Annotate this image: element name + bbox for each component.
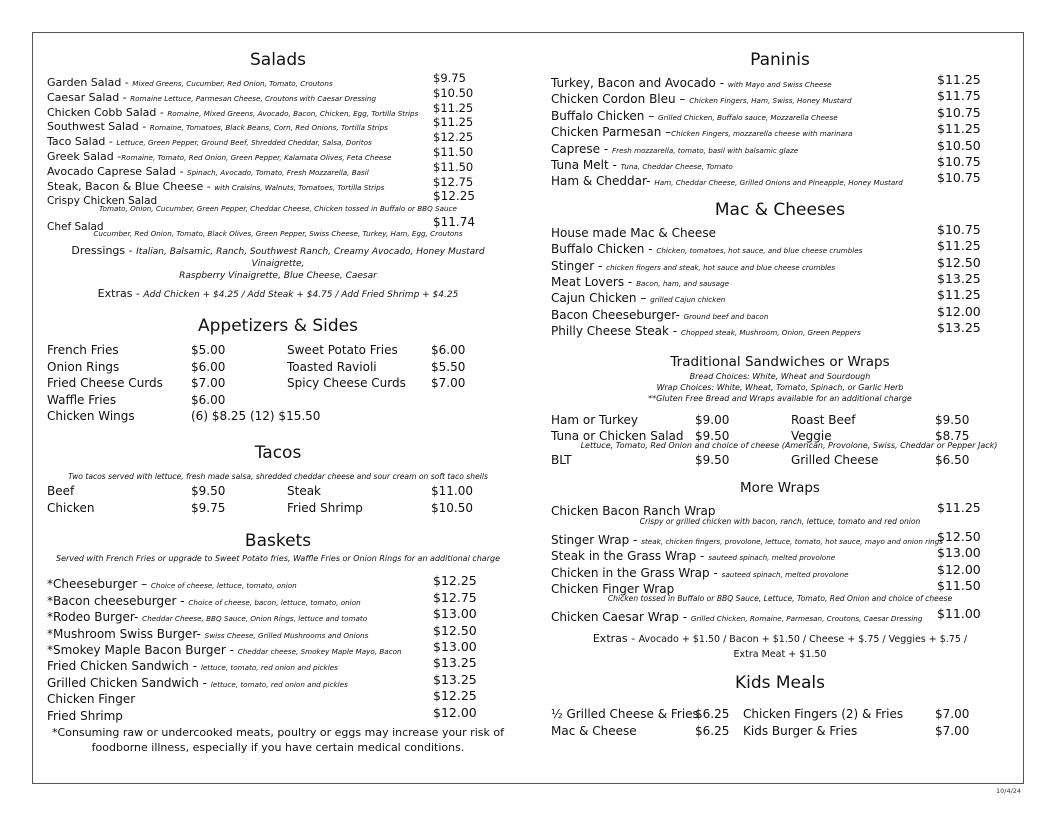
item-name: Steak [287,484,322,499]
item-name: Chicken Finger Wrap [551,582,675,597]
item-description: with Mayo and Swiss Cheese [727,80,832,89]
item-name: *Mushroom Swiss Burger- [47,626,205,641]
item-name: Spicy Cheese Curds [287,376,406,391]
item-name: Chicken Caesar Wrap - [551,610,691,625]
item-name: Stinger - [551,258,607,273]
item-description: Chopped steak, Mushroom, Onion, Green Peppers [680,328,861,338]
item-price: $6.00 [191,392,226,407]
warning-line: foodborne illness, especially if you have certain medical conditions. [91,740,465,754]
item-name: Grilled Cheese [791,453,879,468]
item-price: $11.50 [433,144,474,159]
item-name: Meat Lovers - [551,274,637,289]
item-name: Chicken Cobb Salad - [47,105,168,119]
item-price: $6.00 [431,343,466,358]
item-name: French Fries [47,343,119,358]
item-price: $9.50 [191,484,226,499]
item-name: *Cheeseburger – [47,577,151,592]
item-name: *Bacon cheeseburger - [47,593,189,608]
item-price: $12.00 [937,561,981,577]
item-name: Steak in the Grass Wrap - [551,549,709,564]
item-price: $13.25 [937,320,981,336]
item-description: sauteed spinach, melted provolone [721,569,849,579]
item-name: House made Mac & Cheese [551,225,716,240]
item-price: $11.00 [431,484,473,499]
menu-item [551,105,1009,121]
menu-item [47,174,509,193]
item-description: Grilled Chicken, Buffalo sauce, Mozzarella Cheese [658,112,838,122]
item-price: $8.75 [935,429,970,444]
item-name: Southwest Salad - [47,120,150,134]
item-name: Chicken Cordon Bleu – [551,92,690,107]
item-description: Cheddar Cheese, BBQ Sauce, Onion Rings, lettuce and tomato [142,614,368,624]
menu-item [551,222,1009,238]
bread-choices: Bread Choices: White, Wheat and Sourdough [689,372,871,382]
item-name: Kids Burger & Fries [743,723,858,738]
item-description: Tuna, Cheddar Cheese, Tomato [620,161,733,171]
item-price: $7.00 [431,376,466,391]
item-price: $12.25 [433,130,474,145]
item-description: Choice of cheese, bacon, lettuce, tomato, onion [188,597,361,607]
menu-item [47,71,509,89]
item-description: sauteed spinach, melted provolone [708,553,836,563]
item-name: Fried Shrimp [47,708,123,723]
item-description: Fresh mozzarella, tomato, basil with balsamic glaze [612,145,799,155]
item-name: Veggie [791,429,832,444]
baskets-title: Baskets [244,531,312,552]
item-description: Ground beef and bacon [683,311,769,321]
item-description: Chicken Fingers, mozzarella cheese with marinara [671,129,853,139]
item-name: Chicken Wings [47,409,135,424]
menu-item [551,500,1009,519]
menu-item [47,639,509,655]
menu-item [47,705,509,721]
extras-text: Add Chicken + $4.25 / Add Steak + $4.75 / Add Fried Shrimp + $4.25 [143,290,459,301]
item-price: $10.75 [937,170,981,186]
menu-item [551,154,1009,170]
item-price: $10.75 [937,104,981,120]
item-price: $11.25 [937,72,981,87]
item-price: $12.75 [433,174,474,189]
extras-label: Extras - [97,287,144,301]
item-description: Tomato, Onion, Cucumber, Green Pepper, Cheddar Cheese, Chicken tossed in Buffalo or BBQ Sauce [99,204,457,214]
item-price: $6.25 [695,723,730,738]
wrap-choices: Wrap Choices: White, Wheat, Tomato, Spinach, or Garlic Herb [656,383,904,393]
dressings-text: Italian, Balsamic, Ranch, Southwest Ranch, Creamy Avocado, Honey Mustard Vinaigrette, [136,247,485,270]
extras-label: Extras - [592,631,639,645]
paninis-list [551,72,1009,187]
baskets-note: Served with French Fries or upgrade to Sweet Potato fries, Waffle Fries or Onion Rings for an additional charge [55,554,500,564]
wraps-extras [551,631,1009,662]
item-description: Romaine, Tomato, Red Onion, Green Pepper, Kalamata Olives, Feta Cheese [121,152,392,162]
mac-title: Mac & Cheeses [714,199,846,220]
item-price: (6) $8.25 (12) $15.50 [191,409,321,424]
item-price: $10.75 [937,221,981,237]
item-price: $13.25 [433,655,477,671]
left-column [47,41,509,755]
item-price: $5.50 [431,359,466,374]
menu-item [551,320,1009,339]
item-price: $9.00 [695,413,730,428]
item-price: $11.50 [937,578,981,594]
item-price: $11.25 [937,500,981,516]
menu-item [551,121,1009,140]
menu-item [47,100,509,119]
item-price: $5.00 [191,343,226,358]
item-name: Chicken Fingers (2) & Fries [743,706,904,721]
item-name: Buffalo Chicken – [551,108,659,123]
kids-title: Kids Meals [734,672,826,693]
item-name: Chef Salad [47,221,104,234]
item-description: Spinach, Avocado, Tomato, Fresh Mozzarella, Basil [187,167,369,177]
item-name: ½ Grilled Cheese & Fries [551,706,699,721]
item-name: Bacon Cheeseburger- [551,307,684,322]
item-name: Cajun Chicken – [551,291,651,306]
item-name: Chicken [47,500,95,515]
item-price: $10.50 [937,137,981,153]
item-name: Tuna or Chicken Salad [551,429,684,444]
tacos-note: Two tacos served with lettuce, fresh made salsa, shredded cheddar cheese and sour cream on soft taco shells [68,472,488,482]
tacos-list [47,484,509,518]
item-price: $12.25 [433,688,477,704]
item-price: $11.25 [433,100,474,115]
menu-item [551,545,1009,564]
item-name: Mac & Cheese [551,723,637,738]
item-price: $11.25 [937,238,981,254]
menu-item [47,159,509,178]
item-price: $6.00 [191,359,226,374]
item-description: Romaine Lettuce, Parmesan Cheese, Croutons with Caesar Dressing [130,93,377,103]
item-name: *Rodeo Burger- [47,610,143,625]
menu-item [551,170,1009,189]
item-description: steak, chicken fingers, provolone, lettuce, tomato, hot sauce, mayo and onion rings [641,536,943,546]
item-description: chicken fingers and steak, hot sauce and blue cheese crumbles [606,262,836,272]
wraps-list [551,500,1009,625]
item-description: lettuce, tomato, red onion and pickles [200,663,338,673]
item-name: Roast Beef [791,413,856,428]
item-name: Buffalo Chicken - [551,242,657,257]
right-column [551,41,1009,741]
item-price: $7.00 [935,706,970,721]
item-description: Chicken Fingers, Ham, Swiss, Honey Mustard [689,96,852,106]
menu-item [47,189,509,208]
menu-item [551,255,1009,271]
item-name: Tuna Melt - [551,157,621,172]
appetizers-title: Appetizers & Sides [198,316,358,337]
mac-list [551,222,1009,337]
extras-text-2: Extra Meat + $1.50 [733,648,827,660]
menu-item [551,529,1009,545]
item-description: Chicken tossed in Buffalo or BBQ Sauce, Lettuce, Tomato, Red Onion and choice of cheese [607,594,953,604]
item-price: $9.75 [433,71,466,85]
item-description: Cheddar cheese, Smokey Maple Mayo, Bacon [237,646,402,656]
menu-item [47,573,509,592]
extras-text: Avocado + $1.50 / Bacon + $1.50 / Cheese + $.75 / Veggies + $.75 / [638,633,968,645]
sandwiches-title: Traditional Sandwiches or Wraps [670,354,890,371]
menu-page [32,32,1024,784]
item-name: Fried Chicken Sandwich - [47,659,201,674]
item-name: Waffle Fries [47,392,117,407]
item-name: BLT [551,453,572,468]
sandwiches-list [551,413,1009,445]
baskets-list [47,573,509,721]
item-description: Crispy or grilled chicken with bacon, ranch, lettuce, tomato and red onion [639,516,921,526]
revision-date: 10/4/24 [996,787,1022,795]
menu-item [47,130,509,149]
item-price: $6.25 [695,706,730,721]
item-name: Caesar Salad - [47,90,131,104]
item-name: *Smokey Maple Bacon Burger - [47,642,238,657]
item-name: Onion Rings [47,359,120,374]
menu-item [47,623,509,639]
item-name: Toasted Ravioli [287,359,377,374]
item-price: $7.00 [935,723,970,738]
item-name: Greek Salad - [47,149,122,163]
item-price: $12.50 [433,622,477,638]
item-description: Romaine, Tomatoes, Black Beans, Corn, Red Onions, Tortilla Strips [149,123,388,133]
menu-item [551,287,1009,306]
salad-extras [47,288,509,301]
sandwich-toppings: Lettuce, Tomato, Red Onion and choice of cheese (American, Provolone, Swiss, Cheddar or Pepper Jack) [580,441,998,451]
item-name: Chicken Bacon Ranch Wrap [551,504,716,519]
item-name: Avocado Caprese Salad - [47,164,188,178]
appetizers-list [47,343,509,427]
dressings-text-2: Raspberry Vinaigrette, Blue Cheese, Caesar [179,271,377,282]
menu-item [47,85,509,104]
gluten-free-note: **Gluten Free Bread and Wraps available for an additional charge [648,394,912,404]
item-price: $13.00 [937,545,981,561]
menu-item [551,304,1009,320]
item-price: $9.50 [935,413,970,428]
item-name: Fried Shrimp [287,500,363,515]
menu-item [47,655,509,674]
menu-item [47,590,509,606]
menu-item [551,72,1009,88]
menu-item [47,606,509,625]
item-name: Taco Salad - [47,135,117,149]
menu-item [551,138,1009,154]
menu-item [551,606,1009,625]
item-name: Steak, Bacon & Blue Cheese - [47,179,215,193]
item-description: Choice of cheese, lettuce, tomato, onion [150,581,297,591]
item-price: $12.25 [433,189,475,204]
salads-title: Salads [250,50,306,70]
item-price: $11.25 [937,287,981,303]
item-price: $12.25 [433,573,477,589]
food-safety-warning [47,725,509,755]
warning-line: *Consuming raw or undercooked meats, poultry or eggs may increase your risk of [52,725,504,739]
item-price: $10.50 [433,85,474,100]
item-price: $13.25 [433,671,477,687]
item-description: Swiss Cheese, Grilled Mushrooms and Onions [204,630,369,640]
item-price: $10.75 [937,153,981,169]
item-description: grilled Cajun chicken [650,295,726,305]
item-description: Ham, Cheddar Cheese, Grilled Onions and Pineapple, Honey Mustard [654,178,903,188]
item-price: $11.75 [937,88,981,104]
item-price: $12.50 [937,528,981,544]
item-description: Romaine, Mixed Greens, Avocado, Bacon, Chicken, Egg, Tortilla Strips [167,108,419,118]
wraps-title: More Wraps [740,480,820,497]
item-name: Sweet Potato Fries [287,343,398,358]
item-name: Fried Cheese Curds [47,376,163,391]
item-price: $11.25 [433,115,474,130]
item-name: Ham or Turkey [551,413,639,428]
item-description: Bacon, ham, and sausage [636,278,730,288]
item-description: Chicken, tomatoes, hot sauce, and blue cheese crumbles [656,246,863,256]
item-price: $11.25 [937,121,981,137]
item-name: Turkey, Bacon and Avocado - [551,76,728,90]
item-price: $12.75 [433,589,477,605]
item-name: Stinger Wrap - [551,532,642,547]
item-description: Lettuce, Green Pepper, Ground Beef, Shredded Cheddar, Salsa, Doritos [116,138,372,148]
menu-item [47,688,509,707]
item-price: $9.50 [695,429,730,444]
item-price: $11.00 [937,606,981,622]
menu-item [551,238,1009,257]
item-price: $13.00 [433,638,477,654]
menu-item [47,115,509,134]
item-price: $12.00 [937,303,981,319]
item-name: Beef [47,484,75,499]
item-price: $12.50 [937,254,981,270]
dressings-label: Dressings - [71,244,137,258]
item-name: Ham & Cheddar- [551,174,655,189]
menu-item [551,88,1009,107]
item-price: $6.50 [935,453,970,468]
kids-list [551,707,1009,741]
menu-item [47,672,509,688]
item-price: $7.00 [191,376,226,391]
item-name: Chicken Parmesan – [551,125,672,140]
item-description: Grilled Chicken, Romaine, Parmesan, Croutons, Caesar Dressing [690,614,923,624]
menu-item [47,144,509,163]
item-description: Mixed Greens, Cucumber, Red Onion, Tomato, Croutons [132,79,333,88]
item-description: with Craisins, Walnuts, Tomatoes, Tortilla Strips [214,182,385,192]
item-price: $9.75 [191,500,226,515]
item-description: lettuce, tomato, red onion and pickles [210,679,348,689]
item-name: Crispy Chicken Salad [47,195,158,208]
item-description: Cucumber, Red Onion, Tomato, Black Olives, Green Pepper, Swiss Cheese, Turkey, Ham, Egg, Croutons [93,229,463,239]
menu-item [551,271,1009,287]
item-price: $10.50 [431,500,473,515]
item-price: $11.74 [433,215,475,230]
item-name: Caprese - [551,141,612,156]
salads-list [47,71,509,193]
item-name: Garden Salad - [47,76,133,89]
dressings-info [47,245,509,282]
item-price: $13.00 [433,606,477,622]
sandwiches-list-2 [551,453,1009,469]
tacos-title: Tacos [254,443,302,464]
item-name: Philly Cheese Steak - [551,324,681,339]
item-price: $13.25 [937,270,981,286]
menu-item [551,578,1009,597]
item-name: Chicken Finger [47,692,136,707]
paninis-title: Paninis [750,50,810,70]
item-price: $9.50 [695,453,730,468]
item-name: Chicken in the Grass Wrap - [551,565,722,580]
menu-item [551,562,1009,578]
item-price: $12.00 [433,704,477,720]
item-price: $11.50 [433,159,474,174]
item-name: Grilled Chicken Sandwich - [47,675,211,690]
